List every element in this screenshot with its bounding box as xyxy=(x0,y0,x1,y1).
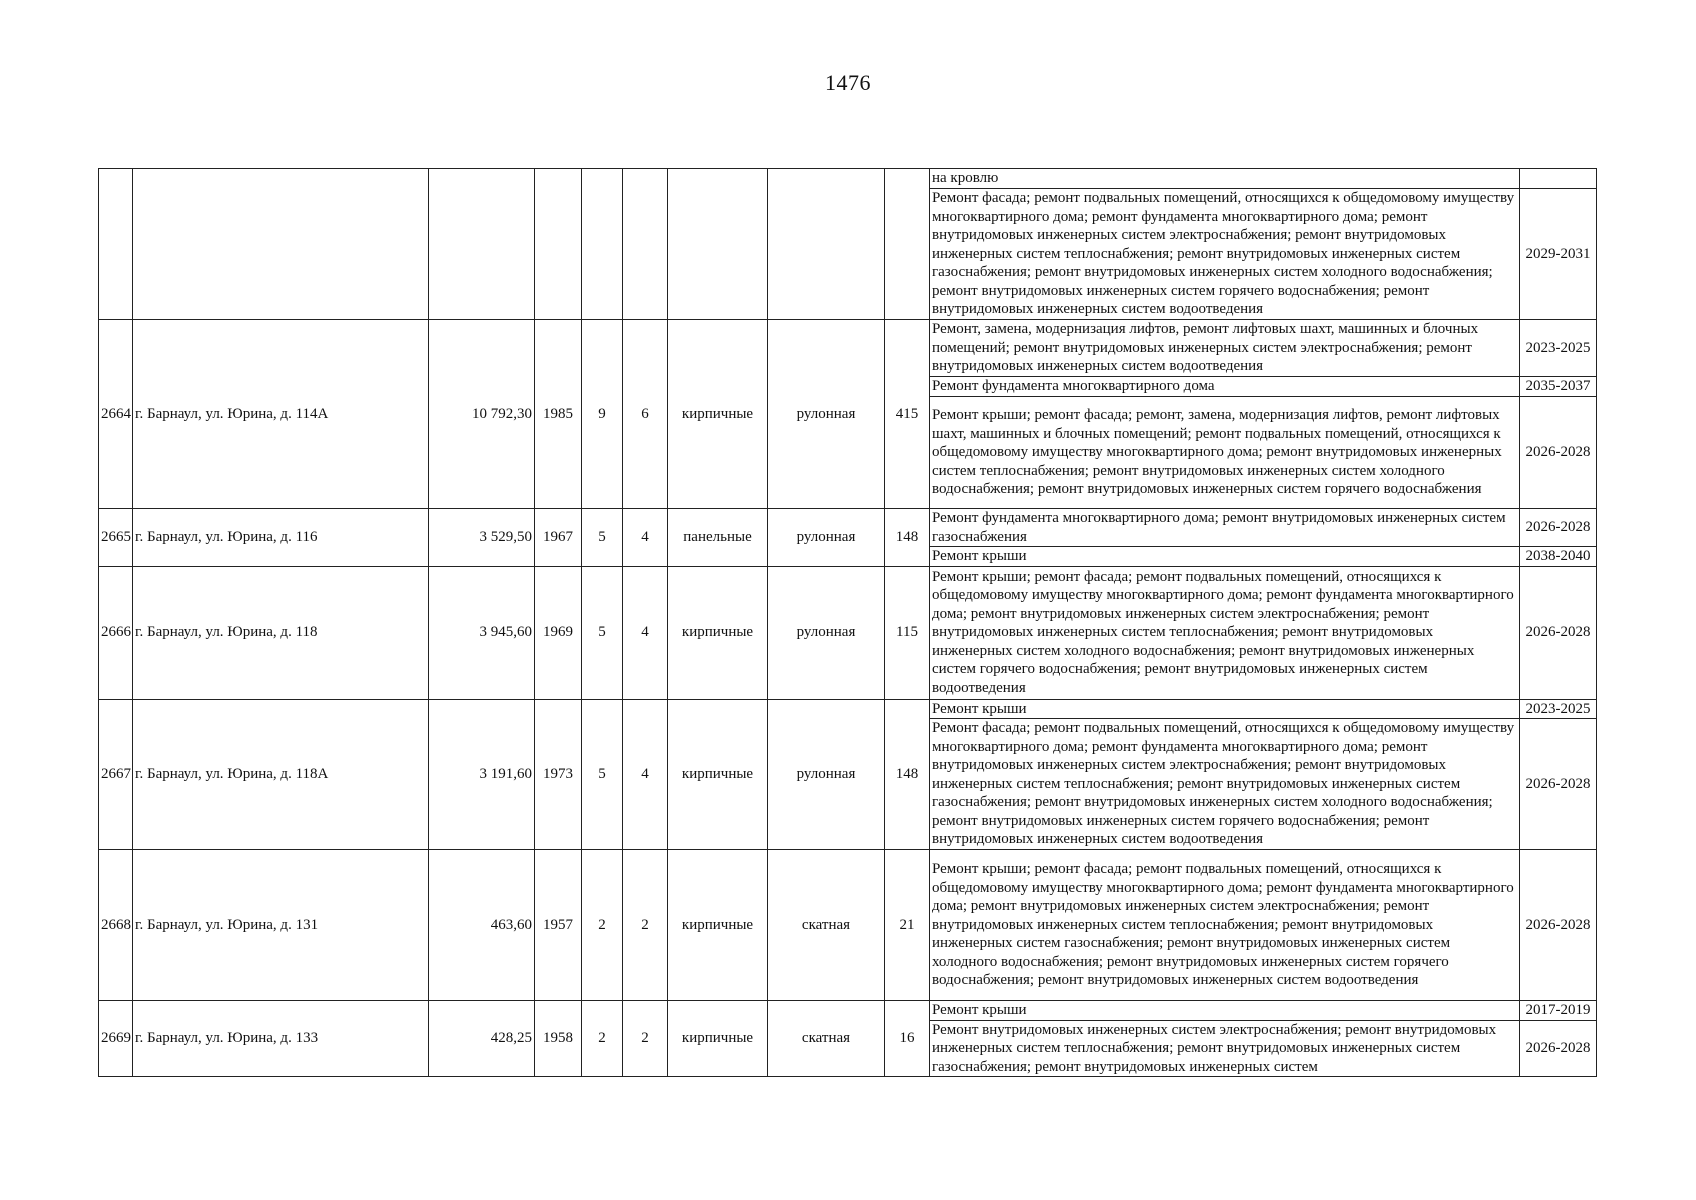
cell-roof: рулонная xyxy=(768,320,885,509)
cell-area: 3 191,60 xyxy=(429,699,535,850)
cell-work: Ремонт, замена, модернизация лифтов, ремонт лифтовых шахт, машинных и блочных помещений; ремонт внутридомовых инженерных систем электроснабжения; ремонт внутридомовых инженерных систем водоотведения xyxy=(930,320,1520,377)
cell-period: 2023-2025 xyxy=(1520,699,1597,719)
cell-floors: 5 xyxy=(582,699,623,850)
continuation-header-row xyxy=(99,169,1597,189)
table-row xyxy=(99,1001,1597,1021)
cell-work: Ремонт крыши xyxy=(930,1001,1520,1021)
cell-residents: 21 xyxy=(885,850,930,1001)
cell-walls: кирпичные xyxy=(668,699,768,850)
cell-walls: кирпичные xyxy=(668,850,768,1001)
cell-floors: 2 xyxy=(582,850,623,1001)
cell-residents: 148 xyxy=(885,699,930,850)
cell-entrances xyxy=(623,169,668,320)
cell-year: 1958 xyxy=(535,1001,582,1077)
cell-roof: скатная xyxy=(768,850,885,1001)
cell-residents: 415 xyxy=(885,320,930,509)
cell-period: 2026-2028 xyxy=(1520,850,1597,1001)
cell-area: 428,25 xyxy=(429,1001,535,1077)
cell-work: Ремонт крыши; ремонт фасада; ремонт подвальных помещений, относящихся к общедомовому имуществу многоквартирного дома; ремонт фундамента многоквартирного дома; ремонт внутридомовых инженерных систем электроснабжения; ремонт внутридомовых инженерных систем теплоснабжения; ремонт внутридомовых инженерных систем газоснабжения; ремонт внутридомовых инженерных систем холодного водоснабжения; ремонт внутридомовых инженерных систем горячего водоснабжения; ремонт внутридомовых инженерных систем водоотведения xyxy=(930,850,1520,1001)
cell-entrances: 6 xyxy=(623,320,668,509)
cell-period: 2026-2028 xyxy=(1520,719,1597,850)
cell-residents: 148 xyxy=(885,509,930,567)
cell-work: Ремонт крыши xyxy=(930,699,1520,719)
cell-residents: 115 xyxy=(885,566,930,699)
cell-entrances: 2 xyxy=(623,850,668,1001)
table-row xyxy=(99,850,1597,1001)
cell-entrances: 4 xyxy=(623,566,668,699)
cell-num: 2669 xyxy=(99,1001,133,1077)
cell-walls: кирпичные xyxy=(668,320,768,509)
cell-year: 1969 xyxy=(535,566,582,699)
cell-address: г. Барнаул, ул. Юрина, д. 118 xyxy=(133,566,429,699)
cell-period: 2026-2028 xyxy=(1520,509,1597,547)
cell-year: 1967 xyxy=(535,509,582,567)
cell-num: 2667 xyxy=(99,699,133,850)
cell-roof: рулонная xyxy=(768,509,885,567)
cell-work: Ремонт крыши; ремонт фасада; ремонт подвальных помещений, относящихся к общедомовому имуществу многоквартирного дома; ремонт фундамента многоквартирного дома; ремонт внутридомовых инженерных систем электроснабжения; ремонт внутридомовых инженерных систем теплоснабжения; ремонт внутридомовых инженерных систем холодного водоснабжения; ремонт внутридомовых инженерных систем горячего водоснабжения; ремонт внутридомовых инженерных систем водоотведения xyxy=(930,566,1520,699)
cell-walls: панельные xyxy=(668,509,768,567)
table-row xyxy=(99,320,1597,377)
cell-num: 2664 xyxy=(99,320,133,509)
cell-entrances: 2 xyxy=(623,1001,668,1077)
cell-address: г. Барнаул, ул. Юрина, д. 118А xyxy=(133,699,429,850)
cell-work: Ремонт фасада; ремонт подвальных помещений, относящихся к общедомовому имуществу многоквартирного дома; ремонт фундамента многоквартирного дома; ремонт внутридомовых инженерных систем электроснабжения; ремонт внутридомовых инженерных систем теплоснабжения; ремонт внутридомовых инженерных систем газоснабжения; ремонт внутридомовых инженерных систем холодного водоснабжения; ремонт внутридомовых инженерных систем горячего водоснабжения; ремонт внутридомовых инженерных систем водоотведения xyxy=(930,719,1520,850)
cell-entrances: 4 xyxy=(623,509,668,567)
cell-year xyxy=(535,169,582,320)
cell-address xyxy=(133,169,429,320)
cell-address: г. Барнаул, ул. Юрина, д. 116 xyxy=(133,509,429,567)
cell-residents: 16 xyxy=(885,1001,930,1077)
table-row xyxy=(99,566,1597,699)
cell-period: 2017-2019 xyxy=(1520,1001,1597,1021)
cell-roof: рулонная xyxy=(768,699,885,850)
cell-floors: 5 xyxy=(582,509,623,567)
cell-area xyxy=(429,169,535,320)
cell-address: г. Барнаул, ул. Юрина, д. 114А xyxy=(133,320,429,509)
cell-num xyxy=(99,169,133,320)
cell-period: 2029-2031 xyxy=(1520,189,1597,320)
cell-work: Ремонт внутридомовых инженерных систем электроснабжения; ремонт внутридомовых инженерных систем теплоснабжения; ремонт внутридомовых инженерных систем газоснабжения; ремонт внутридомовых инженерных систем xyxy=(930,1020,1520,1077)
cell-address: г. Барнаул, ул. Юрина, д. 131 xyxy=(133,850,429,1001)
cell-walls xyxy=(668,169,768,320)
cell-area: 463,60 xyxy=(429,850,535,1001)
cell-year: 1985 xyxy=(535,320,582,509)
cell-floors: 2 xyxy=(582,1001,623,1077)
cell-period: 2038-2040 xyxy=(1520,547,1597,567)
cell-work: Ремонт фасада; ремонт подвальных помещений, относящихся к общедомовому имуществу многоквартирного дома; ремонт фундамента многоквартирного дома; ремонт внутридомовых инженерных систем электроснабжения; ремонт внутридомовых инженерных систем теплоснабжения; ремонт внутридомовых инженерных систем газоснабжения; ремонт внутридомовых инженерных систем холодного водоснабжения; ремонт внутридомовых инженерных систем горячего водоснабжения; ремонт внутридомовых инженерных систем водоотведения xyxy=(930,189,1520,320)
cell-num: 2666 xyxy=(99,566,133,699)
cell-floors: 5 xyxy=(582,566,623,699)
cell-area: 3 945,60 xyxy=(429,566,535,699)
cell-entrances: 4 xyxy=(623,699,668,850)
cell-floors xyxy=(582,169,623,320)
cell-floors: 9 xyxy=(582,320,623,509)
cell-roof: рулонная xyxy=(768,566,885,699)
cell-num: 2665 xyxy=(99,509,133,567)
cell-period: 2026-2028 xyxy=(1520,397,1597,509)
cell-address: г. Барнаул, ул. Юрина, д. 133 xyxy=(133,1001,429,1077)
cell-residents xyxy=(885,169,930,320)
cell-period: 2026-2028 xyxy=(1520,566,1597,699)
cell-period xyxy=(1520,169,1597,189)
table-row xyxy=(99,509,1597,547)
cell-period: 2035-2037 xyxy=(1520,377,1597,397)
cell-year: 1957 xyxy=(535,850,582,1001)
cell-period: 2023-2025 xyxy=(1520,320,1597,377)
cell-work: на кровлю xyxy=(930,169,1520,189)
cell-work: Ремонт фундамента многоквартирного дома xyxy=(930,377,1520,397)
cell-work: Ремонт фундамента многоквартирного дома; ремонт внутридомовых инженерных систем газоснабжения xyxy=(930,509,1520,547)
housing-registry-table xyxy=(98,168,1597,1077)
cell-roof: скатная xyxy=(768,1001,885,1077)
cell-num: 2668 xyxy=(99,850,133,1001)
table-row xyxy=(99,699,1597,719)
cell-year: 1973 xyxy=(535,699,582,850)
page-number: 1476 xyxy=(825,70,871,95)
cell-area: 10 792,30 xyxy=(429,320,535,509)
cell-walls: кирпичные xyxy=(668,566,768,699)
cell-work: Ремонт крыши; ремонт фасада; ремонт, замена, модернизация лифтов, ремонт лифтовых шахт, машинных и блочных помещений; ремонт подвальных помещений, относящихся к общедомовому имуществу многоквартирного дома; ремонт внутридомовых инженерных систем теплоснабжения; ремонт внутридомовых инженерных систем холодного водоснабжения; ремонт внутридомовых инженерных систем горячего водоснабжения xyxy=(930,397,1520,509)
cell-period: 2026-2028 xyxy=(1520,1020,1597,1077)
cell-roof xyxy=(768,169,885,320)
cell-area: 3 529,50 xyxy=(429,509,535,567)
cell-work: Ремонт крыши xyxy=(930,547,1520,567)
cell-walls: кирпичные xyxy=(668,1001,768,1077)
